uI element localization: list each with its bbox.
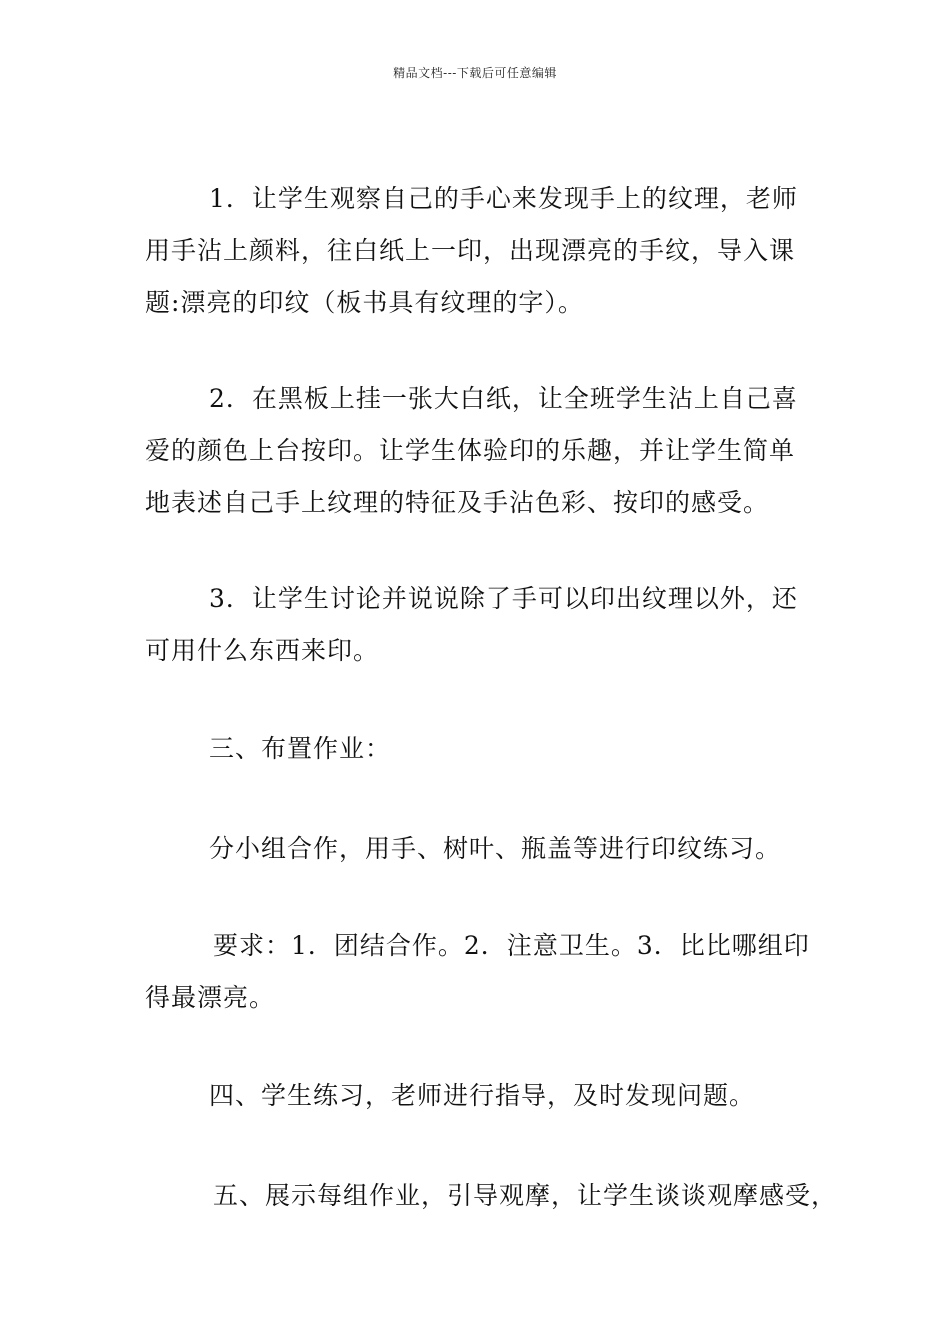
paragraph-line: 题:漂亮的印纹（板书具有纹理的字）。 bbox=[145, 288, 584, 317]
paragraph-line: 五、展示每组作业，引导观摩，让学生谈谈观摩感受， bbox=[213, 1181, 838, 1210]
paragraph-line: 三、布置作业： bbox=[209, 734, 392, 763]
paragraph-line: 3．让学生讨论并说说除了手可以印出纹理以外，还 bbox=[209, 584, 798, 613]
paragraph-line: 可用什么东西来印。 bbox=[145, 636, 380, 665]
paragraph-line: 要求：1．团结合作。2．注意卫生。3．比比哪组印 bbox=[213, 931, 810, 960]
paragraph-step-2 bbox=[145, 373, 810, 529]
page-header: 精品文档---下载后可任意编辑 bbox=[393, 66, 557, 80]
section-heading-homework bbox=[145, 723, 810, 775]
paragraph-step-1 bbox=[145, 173, 810, 329]
paragraph-step-3 bbox=[145, 573, 810, 677]
paragraph-line: 地表述自己手上纹理的特征及手沾色彩、按印的感受。 bbox=[145, 488, 770, 517]
section-heading-display bbox=[145, 1170, 838, 1222]
paragraph-line: 用手沾上颜料，往白纸上一印，出现漂亮的手纹，导入课 bbox=[145, 236, 796, 265]
paragraph-line: 2．在黑板上挂一张大白纸，让全班学生沾上自己喜 bbox=[209, 384, 798, 413]
section-heading-practice bbox=[145, 1070, 810, 1122]
paragraph-line: 四、学生练习，老师进行指导，及时发现问题。 bbox=[209, 1081, 756, 1110]
paragraph-group-work bbox=[145, 823, 810, 875]
paragraph-line: 爱的颜色上台按印。让学生体验印的乐趣，并让学生简单 bbox=[145, 436, 796, 465]
paragraph-requirements bbox=[145, 920, 810, 1024]
paragraph-line: 得最漂亮。 bbox=[145, 983, 276, 1012]
paragraph-line: 1．让学生观察自己的手心来发现手上的纹理，老师 bbox=[209, 184, 798, 213]
paragraph-line: 分小组合作，用手、树叶、瓶盖等进行印纹练习。 bbox=[209, 834, 782, 863]
